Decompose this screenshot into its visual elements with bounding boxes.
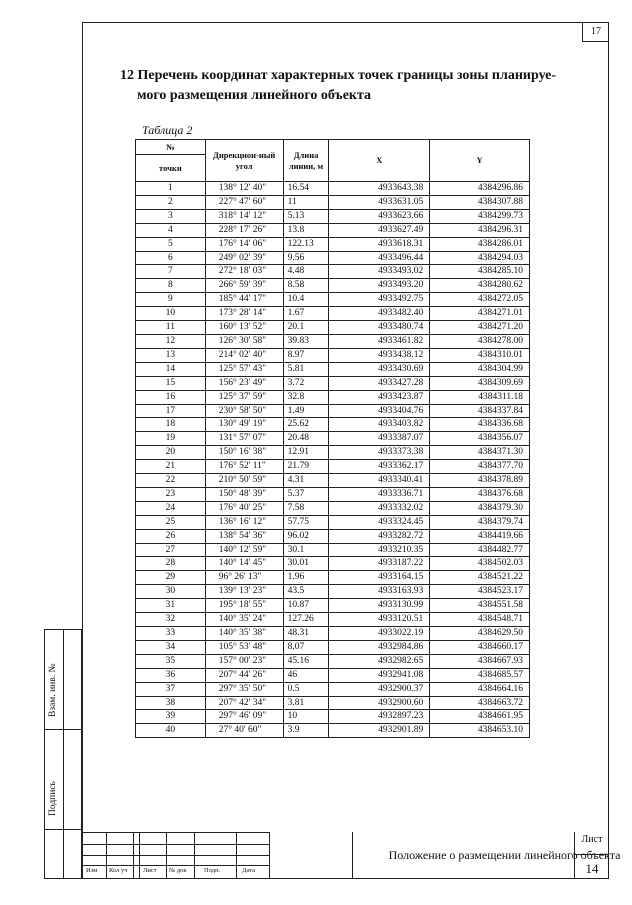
stamp-label-date: Дата: [242, 867, 255, 874]
cell-length: 8.58: [283, 279, 329, 293]
cell-angle: 139° 13' 23": [205, 585, 283, 599]
cell-length: 5.13: [283, 209, 329, 223]
stamp-label-doc: № док: [169, 867, 187, 874]
cell-length: 57.75: [283, 515, 329, 529]
table-row: [136, 487, 530, 501]
cell-point: 15: [136, 376, 206, 390]
cell-y: 4384548.71: [430, 613, 530, 627]
cell-point: 23: [136, 487, 206, 501]
cell-y: 4384299.73: [430, 209, 530, 223]
cell-y: 4384379.74: [430, 515, 530, 529]
header-angle: Дирекцион-ный угол: [205, 140, 283, 182]
cell-length: 4.48: [283, 265, 329, 279]
cell-angle: 138° 12' 40": [205, 182, 283, 196]
cell-length: 8.97: [283, 348, 329, 362]
label-inv-number: Взам. инв. №: [48, 663, 58, 717]
cell-x: 4933403.82: [329, 418, 430, 432]
title-block-grid: [82, 832, 269, 879]
cell-y: 4384304.99: [430, 362, 530, 376]
cell-angle: 228° 17' 26": [205, 223, 283, 237]
cell-length: 9.56: [283, 251, 329, 265]
cell-y: 4384336.68: [430, 418, 530, 432]
heading-line-2: мого размещения линейного объекта: [137, 88, 372, 103]
cell-y: 4384502.03: [430, 557, 530, 571]
cell-length: 5.37: [283, 487, 329, 501]
cell-y: 4384296.31: [430, 223, 530, 237]
cell-point: 20: [136, 446, 206, 460]
cell-point: 14: [136, 362, 206, 376]
cell-x: 4933332.02: [329, 501, 430, 515]
table-row: [136, 418, 530, 432]
cell-point: 26: [136, 529, 206, 543]
cell-y: 4384663.72: [430, 696, 530, 710]
table-row: [136, 334, 530, 348]
cell-x: 4932897.23: [329, 710, 430, 724]
cell-y: 4384337.84: [430, 404, 530, 418]
stamp-label-izm: Изм: [86, 867, 98, 874]
cell-length: 1.49: [283, 404, 329, 418]
cell-length: 11: [283, 195, 329, 209]
cell-x: 4933324.45: [329, 515, 430, 529]
cell-x: 4933163.93: [329, 585, 430, 599]
cell-y: 4384356.07: [430, 432, 530, 446]
cell-length: 46: [283, 668, 329, 682]
cell-x: 4933423.87: [329, 390, 430, 404]
header-length: Длина линии, м: [283, 140, 329, 182]
cell-x: 4933164.15: [329, 571, 430, 585]
cell-y: 4384523.17: [430, 585, 530, 599]
table-row: [136, 599, 530, 613]
table-row: [136, 307, 530, 321]
cell-point: 17: [136, 404, 206, 418]
cell-length: 122.13: [283, 237, 329, 251]
cell-angle: 230° 58' 50": [205, 404, 283, 418]
cell-point: 18: [136, 418, 206, 432]
header-y: Y: [430, 140, 530, 182]
cell-angle: 140° 35' 38": [205, 627, 283, 641]
cell-point: 22: [136, 474, 206, 488]
cell-y: 4384371.30: [430, 446, 530, 460]
table-row: [136, 640, 530, 654]
cell-point: 11: [136, 321, 206, 335]
cell-y: 4384271.01: [430, 307, 530, 321]
cell-y: 4384379.30: [430, 501, 530, 515]
cell-point: 32: [136, 613, 206, 627]
cell-angle: 160° 13' 52": [205, 321, 283, 335]
cell-point: 7: [136, 265, 206, 279]
cell-length: 10.87: [283, 599, 329, 613]
cell-length: 7.58: [283, 501, 329, 515]
cell-length: 48.31: [283, 627, 329, 641]
cell-x: 4932901.89: [329, 724, 430, 738]
cell-angle: 214° 02' 40": [205, 348, 283, 362]
cell-angle: 96° 26' 13": [205, 571, 283, 585]
cell-angle: 272° 18' 03": [205, 265, 283, 279]
cell-x: 4932984.86: [329, 640, 430, 654]
cell-x: 4933404.76: [329, 404, 430, 418]
cell-angle: 176° 14' 06": [205, 237, 283, 251]
cell-y: 4384286.01: [430, 237, 530, 251]
table-row: [136, 348, 530, 362]
cell-point: 2: [136, 195, 206, 209]
cell-x: 4933496.44: [329, 251, 430, 265]
cell-x: 4933627.49: [329, 223, 430, 237]
cell-point: 10: [136, 307, 206, 321]
cell-angle: 138° 54' 36": [205, 529, 283, 543]
cell-angle: 136° 16' 12": [205, 515, 283, 529]
cell-y: 4384376.68: [430, 487, 530, 501]
cell-length: 0.5: [283, 682, 329, 696]
cell-angle: 156° 23' 49": [205, 376, 283, 390]
cell-length: 12.91: [283, 446, 329, 460]
cell-x: 4933493.02: [329, 265, 430, 279]
cell-point: 6: [136, 251, 206, 265]
cell-angle: 130° 49' 19": [205, 418, 283, 432]
title-block: [82, 832, 621, 879]
cell-angle: 157° 00' 23": [205, 654, 283, 668]
cell-x: 4933427.28: [329, 376, 430, 390]
cell-y: 4384271.20: [430, 321, 530, 335]
cell-x: 4933210.35: [329, 543, 430, 557]
cell-point: 12: [136, 334, 206, 348]
cell-point: 37: [136, 682, 206, 696]
cell-angle: 195° 18' 55": [205, 599, 283, 613]
stamp-label-podp: Подп.: [204, 867, 221, 874]
cell-angle: 210° 50' 59": [205, 474, 283, 488]
cell-point: 31: [136, 599, 206, 613]
table-row: [136, 362, 530, 376]
cell-angle: 297° 46' 09": [205, 710, 283, 724]
heading-line-1: 12 Перечень координат характерных точек границы зоны планируе-: [120, 68, 557, 83]
cell-angle: 125° 57' 43": [205, 362, 283, 376]
cell-point: 30: [136, 585, 206, 599]
cell-length: 32.8: [283, 390, 329, 404]
cell-y: 4384310.01: [430, 348, 530, 362]
cell-point: 9: [136, 293, 206, 307]
cell-length: 127.26: [283, 613, 329, 627]
cell-length: 43.5: [283, 585, 329, 599]
table-row: [136, 460, 530, 474]
cell-length: 3.72: [283, 376, 329, 390]
cell-angle: 125° 37' 59": [205, 390, 283, 404]
section-heading: [120, 66, 590, 106]
cell-x: 4933461.82: [329, 334, 430, 348]
table-row: [136, 724, 530, 738]
cell-length: 8.07: [283, 640, 329, 654]
cell-x: 4933373.38: [329, 446, 430, 460]
cell-length: 3.81: [283, 696, 329, 710]
cell-point: 19: [136, 432, 206, 446]
cell-y: 4384285.10: [430, 265, 530, 279]
cell-angle: 140° 14' 45": [205, 557, 283, 571]
cell-length: 4.31: [283, 474, 329, 488]
document-title: Положение о размещении линейного объекта: [352, 832, 632, 879]
table-row: [136, 529, 530, 543]
table-row: [136, 404, 530, 418]
table-row: [136, 390, 530, 404]
cell-angle: 140° 12' 59": [205, 543, 283, 557]
cell-length: 1.67: [283, 307, 329, 321]
cell-x: 4933022.19: [329, 627, 430, 641]
table-row: [136, 627, 530, 641]
sheet-label: Лист: [581, 834, 603, 845]
cell-angle: 176° 40' 25": [205, 501, 283, 515]
cell-point: 38: [136, 696, 206, 710]
cell-length: 16.54: [283, 182, 329, 196]
table-row: [136, 696, 530, 710]
cell-x: 4933482.40: [329, 307, 430, 321]
sheet-number: 14: [575, 854, 609, 877]
cell-x: 4933340.41: [329, 474, 430, 488]
cell-angle: 126° 30' 58": [205, 334, 283, 348]
cell-point: 27: [136, 543, 206, 557]
cell-length: 13.8: [283, 223, 329, 237]
cell-y: 4384482.77: [430, 543, 530, 557]
cell-angle: 207° 44' 26": [205, 668, 283, 682]
cell-angle: 318° 14' 12": [205, 209, 283, 223]
cell-point: 16: [136, 390, 206, 404]
header-num-label: точки: [136, 155, 206, 182]
table-row: [136, 557, 530, 571]
cell-x: 4933130.99: [329, 599, 430, 613]
table-row: [136, 182, 530, 196]
cell-x: 4933336.71: [329, 487, 430, 501]
stamp-label-list: Лист: [143, 867, 157, 874]
table-row: [136, 474, 530, 488]
table-row: [136, 209, 530, 223]
cell-y: 4384378.89: [430, 474, 530, 488]
cell-point: 39: [136, 710, 206, 724]
table-row: [136, 195, 530, 209]
coordinates-table: [135, 139, 530, 738]
table-row: [136, 710, 530, 724]
cell-x: 4932982.65: [329, 654, 430, 668]
cell-length: 20.1: [283, 321, 329, 335]
cell-point: 8: [136, 279, 206, 293]
cell-point: 24: [136, 501, 206, 515]
cell-length: 1.96: [283, 571, 329, 585]
cell-y: 4384521.22: [430, 571, 530, 585]
cell-x: 4933480.74: [329, 321, 430, 335]
cell-y: 4384551.58: [430, 599, 530, 613]
cell-y: 4384653.10: [430, 724, 530, 738]
cell-angle: 150° 48' 39": [205, 487, 283, 501]
cell-x: 4933631.05: [329, 195, 430, 209]
cell-length: 30.1: [283, 543, 329, 557]
cell-angle: 150° 16' 38": [205, 446, 283, 460]
cell-x: 4933120.51: [329, 613, 430, 627]
cell-point: 36: [136, 668, 206, 682]
table-row: [136, 515, 530, 529]
table-row: [136, 265, 530, 279]
cell-x: 4933387.07: [329, 432, 430, 446]
cell-angle: 207° 42' 34": [205, 696, 283, 710]
table-row: [136, 668, 530, 682]
header-x: X: [329, 140, 430, 182]
cell-point: 35: [136, 654, 206, 668]
cell-angle: 185° 44' 17": [205, 293, 283, 307]
cell-length: 25.62: [283, 418, 329, 432]
cell-y: 4384664.16: [430, 682, 530, 696]
cell-y: 4384629.50: [430, 627, 530, 641]
cell-y: 4384296.86: [430, 182, 530, 196]
page-number-top: 17: [582, 22, 609, 42]
cell-point: 28: [136, 557, 206, 571]
cell-length: 30.01: [283, 557, 329, 571]
sheet-box: [574, 832, 609, 879]
cell-length: 39.83: [283, 334, 329, 348]
cell-x: 4933643.38: [329, 182, 430, 196]
cell-x: 4933362.17: [329, 460, 430, 474]
cell-x: 4933623.66: [329, 209, 430, 223]
cell-x: 4932941.08: [329, 668, 430, 682]
cell-angle: 140° 35' 24": [205, 613, 283, 627]
stamp-label-kol: Кол уч: [109, 867, 128, 874]
cell-angle: 173° 28' 14": [205, 307, 283, 321]
table-row: [136, 543, 530, 557]
cell-length: 21.79: [283, 460, 329, 474]
cell-angle: 297° 35' 50": [205, 682, 283, 696]
cell-length: 96.02: [283, 529, 329, 543]
table-row: [136, 501, 530, 515]
cell-angle: 131° 57' 07": [205, 432, 283, 446]
cell-point: 34: [136, 640, 206, 654]
table-row: [136, 585, 530, 599]
cell-y: 4384272.05: [430, 293, 530, 307]
cell-x: 4933493.20: [329, 279, 430, 293]
cell-y: 4384667.93: [430, 654, 530, 668]
cell-point: 3: [136, 209, 206, 223]
cell-y: 4384377.70: [430, 460, 530, 474]
table-row: [136, 293, 530, 307]
cell-point: 40: [136, 724, 206, 738]
cell-point: 33: [136, 627, 206, 641]
cell-point: 25: [136, 515, 206, 529]
cell-x: 4933438.12: [329, 348, 430, 362]
cell-x: 4933618.31: [329, 237, 430, 251]
cell-y: 4384278.00: [430, 334, 530, 348]
cell-length: 10: [283, 710, 329, 724]
cell-angle: 105° 53' 48": [205, 640, 283, 654]
cell-angle: 27° 40' 60": [205, 724, 283, 738]
table-row: [136, 432, 530, 446]
cell-x: 4933282.72: [329, 529, 430, 543]
table-row: [136, 571, 530, 585]
table-row: [136, 223, 530, 237]
cell-y: 4384280.62: [430, 279, 530, 293]
table-row: [136, 446, 530, 460]
table-row: [136, 279, 530, 293]
cell-length: 20.48: [283, 432, 329, 446]
table-row: [136, 613, 530, 627]
table-row: [136, 682, 530, 696]
cell-angle: 176° 52' 11": [205, 460, 283, 474]
header-num: №: [136, 140, 206, 155]
cell-point: 29: [136, 571, 206, 585]
cell-x: 4932900.37: [329, 682, 430, 696]
cell-x: 4932900.60: [329, 696, 430, 710]
table-row: [136, 251, 530, 265]
cell-y: 4384311.18: [430, 390, 530, 404]
label-signature: Подпись: [48, 781, 58, 816]
left-side-strip: [44, 629, 82, 879]
cell-point: 1: [136, 182, 206, 196]
cell-angle: 227° 47' 60": [205, 195, 283, 209]
table-row: [136, 321, 530, 335]
cell-angle: 249° 02' 39": [205, 251, 283, 265]
cell-y: 4384660.17: [430, 640, 530, 654]
cell-length: 3.9: [283, 724, 329, 738]
cell-length: 10.4: [283, 293, 329, 307]
cell-y: 4384661.95: [430, 710, 530, 724]
cell-point: 21: [136, 460, 206, 474]
cell-point: 5: [136, 237, 206, 251]
cell-angle: 266° 59' 39": [205, 279, 283, 293]
cell-point: 4: [136, 223, 206, 237]
table-row: [136, 376, 530, 390]
cell-y: 4384307.88: [430, 195, 530, 209]
cell-y: 4384294.03: [430, 251, 530, 265]
table-caption: Таблица 2: [142, 123, 193, 137]
cell-length: 5.81: [283, 362, 329, 376]
cell-x: 4933492.75: [329, 293, 430, 307]
cell-y: 4384685.57: [430, 668, 530, 682]
table-row: [136, 237, 530, 251]
cell-y: 4384419.66: [430, 529, 530, 543]
table-row: [136, 654, 530, 668]
cell-point: 13: [136, 348, 206, 362]
cell-y: 4384309.69: [430, 376, 530, 390]
cell-x: 4933187.22: [329, 557, 430, 571]
cell-x: 4933430.69: [329, 362, 430, 376]
cell-length: 45.16: [283, 654, 329, 668]
